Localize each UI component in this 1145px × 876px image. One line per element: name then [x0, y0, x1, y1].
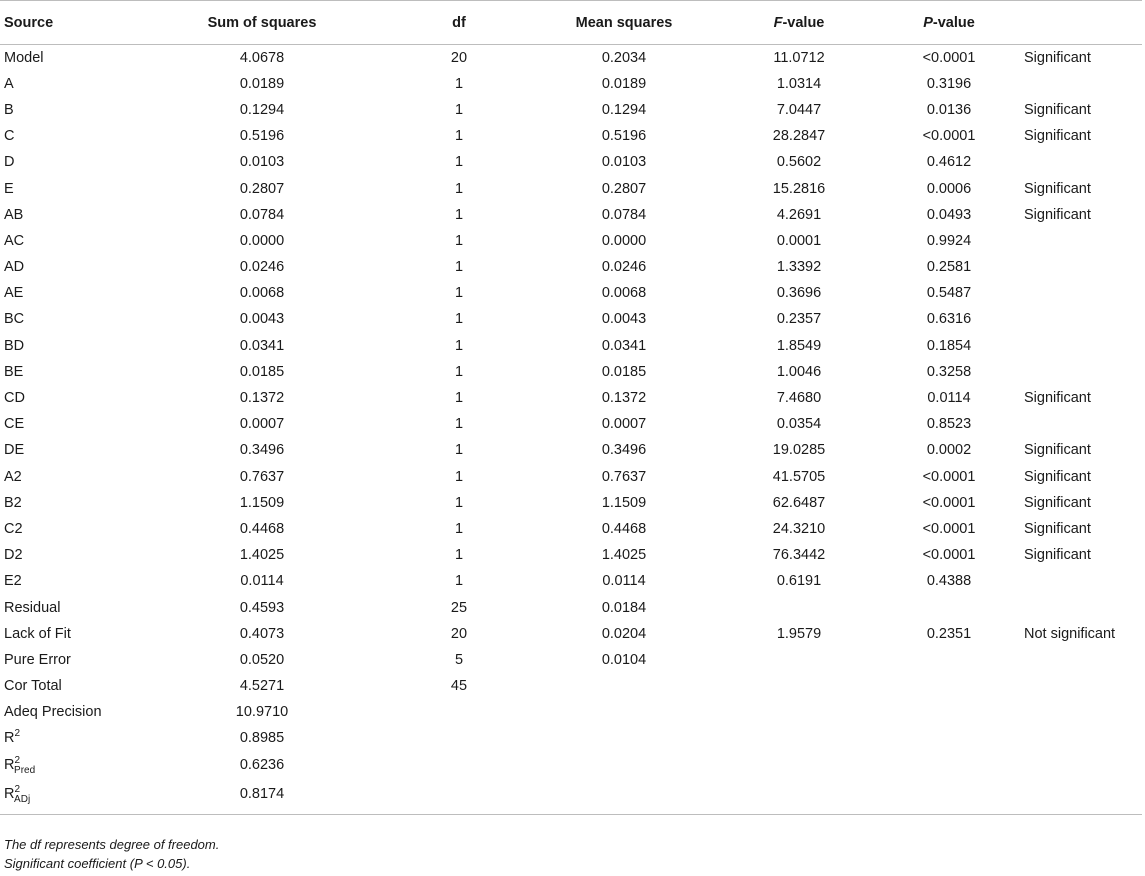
- header-source: Source: [0, 1, 130, 45]
- cell-p-value: 0.0136: [926, 101, 972, 118]
- cell-source: D2: [4, 547, 23, 564]
- cell-sum-of-squares: 0.2807: [239, 180, 285, 197]
- cell-significance: [1024, 594, 1142, 620]
- cell-mean-squares: [524, 673, 724, 699]
- cell-source: BE: [4, 363, 24, 380]
- cell-df: 1: [454, 520, 464, 537]
- cell-mean-squares: 0.0068: [601, 285, 647, 302]
- cell-df: 1: [454, 311, 464, 328]
- cell-p-value: <0.0001: [922, 468, 976, 485]
- cell-sum-of-squares: 4.0678: [239, 49, 285, 66]
- cell-sum-of-squares: 0.4593: [239, 599, 285, 616]
- cell-sum-of-squares: 0.0246: [239, 259, 285, 276]
- table-row: [0, 411, 1142, 437]
- cell-p-value: <0.0001: [922, 547, 976, 564]
- cell-significance: Significant: [1024, 206, 1091, 223]
- cell-sum-of-squares: 0.0185: [239, 363, 285, 380]
- cell-f-value: 0.3696: [776, 285, 822, 302]
- r2-adj-value: 0.8174: [130, 778, 394, 815]
- cell-df: 1: [454, 180, 464, 197]
- cell-mean-squares: 1.1509: [601, 494, 647, 511]
- cell-source: E: [4, 180, 14, 197]
- cell-significance: Significant: [1024, 468, 1091, 485]
- cell-p-value: 0.4612: [926, 154, 972, 171]
- header-f-value: [724, 1, 874, 45]
- table-row-r2-pred: [0, 752, 1142, 778]
- cell-significance: [1024, 647, 1142, 673]
- cell-sum-of-squares: 0.0103: [239, 154, 285, 171]
- cell-p-value: <0.0001: [922, 520, 976, 537]
- table-row: [0, 123, 1142, 149]
- cell-mean-squares: 0.0341: [601, 337, 647, 354]
- cell-mean-squares: 0.0204: [601, 625, 647, 642]
- cell-significance: [1024, 673, 1142, 699]
- cell-sum-of-squares: 0.0189: [239, 75, 285, 92]
- cell-f-value: 1.0046: [776, 363, 822, 380]
- cell-significance: Significant: [1024, 494, 1091, 511]
- table-row: [0, 673, 1142, 699]
- cell-p-value: [874, 647, 1024, 673]
- cell-mean-squares: 0.0784: [601, 206, 647, 223]
- cell-df: 1: [454, 232, 464, 249]
- cell-f-value: 15.2816: [772, 180, 826, 197]
- r2-pred-value: 0.6236: [239, 756, 285, 773]
- cell-source: Model: [4, 49, 44, 66]
- cell-sum-of-squares: 0.0341: [239, 337, 285, 354]
- cell-source: DE: [4, 442, 25, 459]
- cell-mean-squares: 0.1372: [601, 390, 647, 407]
- cell-sum-of-squares: 0.5196: [239, 128, 285, 145]
- cell-significance: [1024, 280, 1142, 306]
- cell-source: D: [4, 154, 15, 171]
- cell-mean-squares: 0.0185: [601, 363, 647, 380]
- header-row: [0, 1, 1142, 45]
- cell-f-value: 41.5705: [772, 468, 826, 485]
- header-mean-squares: Mean squares: [524, 1, 724, 45]
- table-footnotes: [4, 835, 219, 873]
- cell-source: Lack of Fit: [4, 625, 71, 642]
- cell-p-value: 0.6316: [926, 311, 972, 328]
- cell-source: BD: [4, 337, 25, 354]
- table-row: [0, 202, 1142, 228]
- cell-df: 1: [454, 128, 464, 145]
- cell-f-value: 0.0354: [776, 416, 822, 433]
- cell-p-value: <0.0001: [922, 494, 976, 511]
- r2-pred-label: $R^2_{Pred}$: [4, 754, 36, 776]
- cell-df: 1: [454, 573, 464, 590]
- cell-significance: Significant: [1024, 520, 1091, 537]
- cell-p-value: 0.0114: [927, 390, 971, 407]
- cell-significance: [1024, 568, 1142, 594]
- cell-f-value: 1.8549: [776, 337, 822, 354]
- table-body: [0, 45, 1142, 815]
- cell-sum-of-squares: 0.0068: [239, 285, 285, 302]
- cell-p-value: 0.2351: [926, 625, 972, 642]
- header-sum-of-squares: Sum of squares: [130, 1, 394, 45]
- table-row: [0, 228, 1142, 254]
- cell-mean-squares: 0.0184: [601, 599, 647, 616]
- cell-sum-of-squares: 0.1294: [239, 101, 285, 118]
- header-f-letter: F: [773, 15, 783, 31]
- cell-significance: [1024, 699, 1142, 725]
- cell-significance: Significant: [1024, 49, 1091, 66]
- cell-source: AC: [4, 232, 25, 249]
- cell-mean-squares: 0.0043: [601, 311, 647, 328]
- cell-sum-of-squares: 0.0043: [239, 311, 285, 328]
- cell-df: 1: [454, 416, 464, 433]
- cell-source: Pure Error: [4, 651, 71, 668]
- cell-source: Adeq Precision: [4, 704, 102, 721]
- cell-significance: Significant: [1024, 547, 1091, 564]
- cell-f-value: 0.6191: [776, 573, 822, 590]
- cell-mean-squares: 0.0189: [601, 75, 647, 92]
- cell-p-value: 0.3196: [926, 75, 972, 92]
- cell-source: B: [4, 101, 14, 118]
- cell-df: 20: [450, 625, 468, 642]
- cell-df: 1: [454, 259, 464, 276]
- header-note: [1024, 1, 1142, 45]
- cell-f-value: [724, 594, 874, 620]
- table-row: [0, 542, 1142, 568]
- cell-significance: [1024, 71, 1142, 97]
- cell-p-value: 0.3258: [926, 363, 972, 380]
- r2-label: $R^2$: [4, 728, 21, 747]
- cell-f-value: 4.2691: [776, 206, 822, 223]
- cell-sum-of-squares: 0.0000: [239, 232, 285, 249]
- table-row-r2: [0, 725, 1142, 751]
- cell-p-value: 0.0006: [926, 180, 972, 197]
- cell-p-value: [874, 699, 1024, 725]
- table-row: [0, 568, 1142, 594]
- cell-significance: [1024, 333, 1142, 359]
- cell-sum-of-squares: 1.4025: [239, 547, 285, 564]
- cell-mean-squares: 0.0103: [601, 154, 647, 171]
- r2-adj-label: $R^2_{ADj}$: [0, 778, 130, 815]
- cell-significance: Significant: [1024, 128, 1091, 145]
- cell-p-value: [874, 673, 1024, 699]
- cell-p-value: <0.0001: [922, 49, 976, 66]
- table-header: [0, 1, 1142, 45]
- table-row: [0, 280, 1142, 306]
- header-p-letter: P: [923, 15, 933, 31]
- cell-f-value: 7.0447: [776, 101, 822, 118]
- cell-significance: [1024, 228, 1142, 254]
- table-row: [0, 594, 1142, 620]
- cell-mean-squares: 0.4468: [601, 520, 647, 537]
- header-df: df: [394, 1, 524, 45]
- cell-sum-of-squares: 4.5271: [239, 678, 285, 695]
- cell-sum-of-squares: 0.0114: [240, 573, 284, 590]
- cell-mean-squares: 0.7637: [601, 468, 647, 485]
- header-f-rest: -value: [782, 15, 825, 31]
- cell-sum-of-squares: 0.4468: [239, 520, 285, 537]
- table-row: [0, 464, 1142, 490]
- table-row: [0, 516, 1142, 542]
- cell-source: CD: [4, 390, 25, 407]
- table-row: [0, 490, 1142, 516]
- cell-mean-squares: 0.0246: [601, 259, 647, 276]
- cell-significance: [1024, 411, 1142, 437]
- cell-significance: [1024, 306, 1142, 332]
- cell-source: BC: [4, 311, 25, 328]
- cell-sum-of-squares: 0.0784: [239, 206, 285, 223]
- cell-f-value: 28.2847: [772, 128, 826, 145]
- cell-f-value: 0.5602: [776, 154, 822, 171]
- cell-p-value: 0.2581: [926, 259, 972, 276]
- cell-f-value: 0.0001: [776, 232, 822, 249]
- table-row-r2-adj: [0, 778, 1142, 815]
- cell-significance: Significant: [1024, 442, 1091, 459]
- table-row: [0, 175, 1142, 201]
- table-row: [0, 71, 1142, 97]
- cell-f-value: 1.9579: [776, 625, 822, 642]
- cell-df: 1: [454, 75, 464, 92]
- cell-df: 1: [454, 285, 464, 302]
- cell-f-value: 19.0285: [772, 442, 826, 459]
- cell-f-value: 11.0712: [773, 49, 825, 66]
- cell-df: 5: [454, 651, 464, 668]
- cell-df: 20: [450, 49, 468, 66]
- cell-source: B2: [4, 494, 22, 511]
- cell-df: 1: [454, 390, 464, 407]
- cell-df: [394, 699, 524, 725]
- cell-mean-squares: 0.0000: [601, 232, 647, 249]
- cell-sum-of-squares: 0.0007: [239, 416, 285, 433]
- cell-source: C2: [4, 520, 23, 537]
- table-row: [0, 699, 1142, 725]
- cell-f-value: 1.0314: [776, 75, 822, 92]
- cell-df: 25: [450, 599, 468, 616]
- cell-p-value: 0.0002: [926, 442, 972, 459]
- cell-sum-of-squares: 10.9710: [235, 704, 289, 721]
- cell-p-value: 0.4388: [926, 573, 972, 590]
- table-row: [0, 437, 1142, 463]
- cell-mean-squares: 0.0104: [601, 651, 647, 668]
- footnote-df: The df represents degree of freedom.: [4, 837, 220, 852]
- cell-f-value: [724, 673, 874, 699]
- table-row: [0, 385, 1142, 411]
- cell-sum-of-squares: 0.7637: [239, 468, 285, 485]
- cell-f-value: 7.4680: [776, 390, 822, 407]
- cell-p-value: 0.0493: [926, 206, 972, 223]
- cell-p-value: <0.0001: [922, 128, 976, 145]
- cell-mean-squares: 0.0114: [602, 573, 646, 590]
- cell-df: 1: [454, 442, 464, 459]
- cell-mean-squares: 0.0007: [601, 416, 647, 433]
- cell-df: 45: [450, 678, 468, 695]
- table-row: [0, 621, 1142, 647]
- cell-mean-squares: 0.1294: [601, 101, 647, 118]
- cell-mean-squares: [524, 699, 724, 725]
- table-row: [0, 97, 1142, 123]
- cell-sum-of-squares: 0.1372: [239, 390, 285, 407]
- cell-significance: Not significant: [1024, 625, 1116, 642]
- cell-source: E2: [4, 573, 22, 590]
- cell-f-value: 1.3392: [776, 259, 822, 276]
- cell-source: Cor Total: [4, 678, 62, 695]
- cell-significance: [1024, 254, 1142, 280]
- cell-df: 1: [454, 468, 464, 485]
- cell-source: CE: [4, 416, 25, 433]
- cell-p-value: 0.8523: [926, 416, 972, 433]
- cell-mean-squares: 0.2034: [601, 49, 647, 66]
- cell-df: 1: [454, 363, 464, 380]
- cell-mean-squares: 0.3496: [601, 442, 647, 459]
- cell-df: 1: [454, 154, 464, 171]
- cell-p-value: 0.5487: [926, 285, 972, 302]
- cell-sum-of-squares: 0.3496: [239, 442, 285, 459]
- cell-source: C: [4, 128, 15, 145]
- cell-f-value: [724, 699, 874, 725]
- cell-p-value: 0.9924: [926, 232, 972, 249]
- cell-source: Residual: [4, 599, 61, 616]
- cell-sum-of-squares: 0.4073: [239, 625, 285, 642]
- cell-sum-of-squares: 1.1509: [239, 494, 285, 511]
- footnote-significance: Significant coefficient (P < 0.05).: [4, 856, 191, 871]
- header-p-value: [874, 1, 1024, 45]
- cell-source: AE: [4, 285, 24, 302]
- cell-f-value: 24.3210: [772, 520, 826, 537]
- cell-source: AD: [4, 259, 25, 276]
- cell-df: 1: [454, 494, 464, 511]
- cell-df: 1: [454, 337, 464, 354]
- table-row: [0, 359, 1142, 385]
- cell-significance: Significant: [1024, 180, 1091, 197]
- header-p-rest: -value: [932, 15, 975, 31]
- cell-mean-squares: 1.4025: [601, 547, 647, 564]
- cell-df: 1: [454, 101, 464, 118]
- table-row: [0, 149, 1142, 175]
- cell-significance: [1024, 149, 1142, 175]
- cell-sum-of-squares: 0.0520: [239, 651, 285, 668]
- cell-df: 1: [454, 547, 464, 564]
- cell-f-value: [724, 647, 874, 673]
- cell-significance: Significant: [1024, 101, 1091, 118]
- table-row: [0, 254, 1142, 280]
- cell-df: 1: [454, 206, 464, 223]
- cell-source: AB: [4, 206, 24, 223]
- cell-significance: Significant: [1024, 390, 1091, 407]
- cell-f-value: 0.2357: [776, 311, 822, 328]
- r2-value: 0.8985: [239, 730, 285, 747]
- cell-source: A: [4, 75, 14, 92]
- cell-f-value: 76.3442: [772, 547, 826, 564]
- cell-p-value: 0.1854: [926, 337, 972, 354]
- table-row: [0, 306, 1142, 332]
- cell-p-value: [874, 594, 1024, 620]
- table-row: [0, 647, 1142, 673]
- table-row: [0, 333, 1142, 359]
- cell-significance: [1024, 359, 1142, 385]
- cell-mean-squares: 0.5196: [601, 128, 647, 145]
- table-row: [0, 45, 1142, 71]
- cell-mean-squares: 0.2807: [601, 180, 647, 197]
- cell-f-value: 62.6487: [772, 494, 826, 511]
- cell-source: A2: [4, 468, 22, 485]
